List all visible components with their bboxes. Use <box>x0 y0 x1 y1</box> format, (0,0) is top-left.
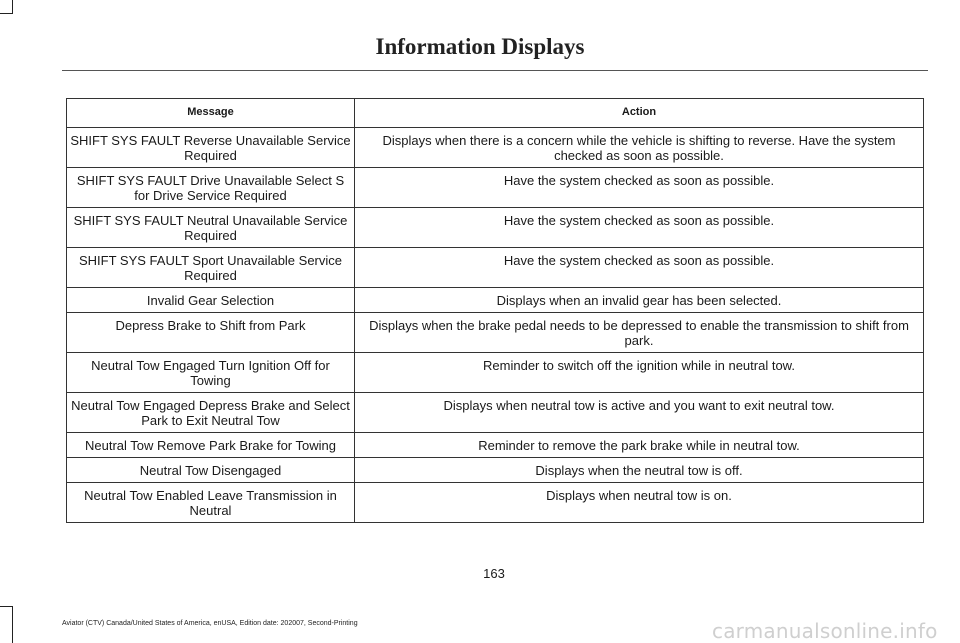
message-cell: Invalid Gear Selection <box>67 288 355 313</box>
table-row <box>67 483 924 523</box>
edition-footer: Aviator (CTV) Canada/United States of America, enUSA, Edition date: 202007, Second-Printing <box>62 620 358 627</box>
action-cell: Have the system checked as soon as possible. <box>355 208 924 248</box>
column-header-message: Message <box>67 99 355 128</box>
crop-mark-bottom-left-h <box>0 606 13 607</box>
message-cell: SHIFT SYS FAULT Reverse Unavailable Service Required <box>67 128 355 168</box>
action-cell: Have the system checked as soon as possible. <box>355 168 924 208</box>
crop-mark-top-left-v <box>12 0 13 14</box>
table-header-row <box>67 99 924 128</box>
table-row <box>67 458 924 483</box>
table-row <box>67 313 924 353</box>
message-cell: SHIFT SYS FAULT Sport Unavailable Service Required <box>67 248 355 288</box>
crop-mark-bottom-left-v <box>12 606 13 643</box>
action-cell: Displays when an invalid gear has been selected. <box>355 288 924 313</box>
table-row <box>67 433 924 458</box>
action-cell: Displays when there is a concern while the vehicle is shifting to reverse. Have the system checked as soon as possible. <box>355 128 924 168</box>
action-cell: Displays when the neutral tow is off. <box>355 458 924 483</box>
message-cell: Depress Brake to Shift from Park <box>67 313 355 353</box>
page-number: 163 <box>483 566 505 581</box>
table-row <box>67 248 924 288</box>
message-cell: SHIFT SYS FAULT Neutral Unavailable Service Required <box>67 208 355 248</box>
table-row <box>67 288 924 313</box>
table-row <box>67 128 924 168</box>
action-cell: Have the system checked as soon as possible. <box>355 248 924 288</box>
message-cell: Neutral Tow Disengaged <box>67 458 355 483</box>
messages-table <box>66 98 924 523</box>
header-divider <box>62 70 928 71</box>
message-cell: Neutral Tow Enabled Leave Transmission in Neutral <box>67 483 355 523</box>
watermark: carmanualsonline.info <box>712 619 938 643</box>
action-cell: Displays when the brake pedal needs to be depressed to enable the transmission to shift from park. <box>355 313 924 353</box>
action-cell: Displays when neutral tow is on. <box>355 483 924 523</box>
action-cell: Reminder to remove the park brake while in neutral tow. <box>355 433 924 458</box>
action-cell: Reminder to switch off the ignition while in neutral tow. <box>355 353 924 393</box>
message-cell: Neutral Tow Engaged Turn Ignition Off for Towing <box>67 353 355 393</box>
crop-mark-top-left-h <box>0 13 13 14</box>
page-title: Information Displays <box>375 34 585 59</box>
action-cell: Displays when neutral tow is active and you want to exit neutral tow. <box>355 393 924 433</box>
message-cell: SHIFT SYS FAULT Drive Unavailable Select S for Drive Service Required <box>67 168 355 208</box>
table-row <box>67 353 924 393</box>
table-row <box>67 393 924 433</box>
table-row <box>67 208 924 248</box>
column-header-action: Action <box>355 99 924 128</box>
message-cell: Neutral Tow Engaged Depress Brake and Select Park to Exit Neutral Tow <box>67 393 355 433</box>
table-row <box>67 168 924 208</box>
message-cell: Neutral Tow Remove Park Brake for Towing <box>67 433 355 458</box>
